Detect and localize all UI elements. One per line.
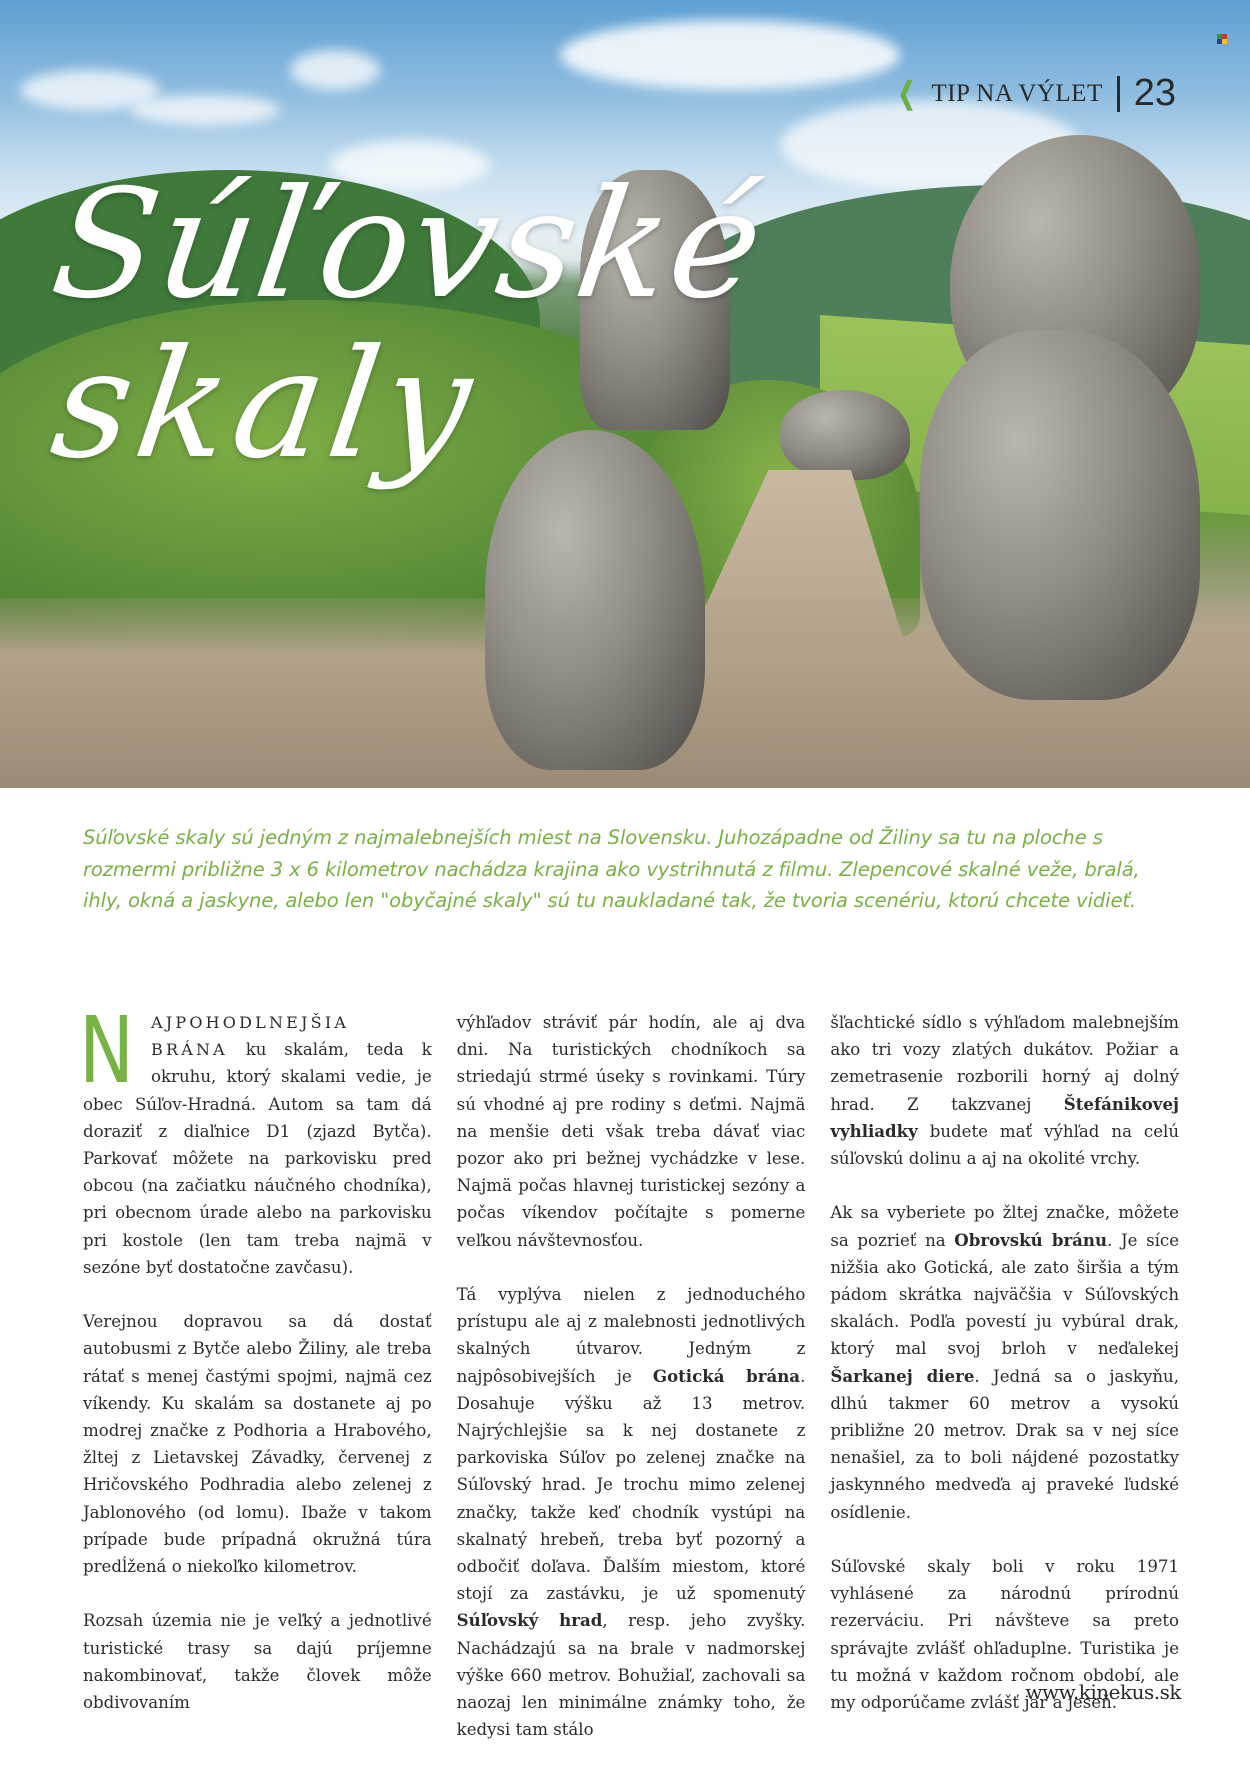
highlight-giant-gate: Obrovskú bránu: [954, 1229, 1108, 1250]
paragraph-text: budete mať výhľad na celú súľovskú dolinu a aj na okolité vrchy.: [830, 1121, 1180, 1169]
section-header: [894, 72, 1176, 115]
page-number: 23: [1133, 72, 1176, 114]
highlight-sulov-castle: Súľovský hrad: [456, 1610, 603, 1631]
highlight-dragon-cave: Šarkanej diere: [830, 1365, 975, 1386]
drop-cap: N: [79, 997, 135, 1104]
cloud: [130, 95, 280, 125]
paragraph-text: . Je síce nižšia ako Gotická, ale zato širšia a tým pádom skrátka najväčšia v Súľovských skalách. Podľa povestí ju vybúral drak, ktorý mal svoj brloh v neďalekej: [830, 1230, 1180, 1359]
article-body: [79, 997, 1180, 1743]
section-label: TIP NA VÝLET: [931, 79, 1103, 107]
paragraph-text: Tá vyplýva nielen z jednoduchého prístupu ale aj z malebnosti jednotlivých skalných útvarov. Jedným z najpôsobivejších je: [456, 1285, 806, 1386]
highlight-gothic-gate: Gotická brána: [652, 1365, 801, 1386]
rock-pillar-bottom: [920, 330, 1200, 700]
paragraph: Rozsah územia nie je veľký a jednotlivé turistické trasy sa dajú príjemne nakombinovať, takže človek môže obdivovaním: [83, 1611, 432, 1713]
title-line-2: skaly: [42, 318, 488, 492]
paragraph: [830, 1009, 1179, 1172]
paragraph-text: . Jedná sa o jaskyňu, dlhú takmer 60 metrov a vysokú približne 20 metrov. Drak sa v nej síce nenašiel, za to boli nájdené pozostatky jaskynného medveďa aj praveké ľudské osídlenie.: [830, 1366, 1180, 1522]
print-color-mark: [1217, 34, 1227, 44]
paragraph-text: Ak sa vyberiete po žltej značke, môžete sa pozrieť na: [830, 1203, 1180, 1250]
footer-website-link[interactable]: www.kinekus.sk: [1025, 1680, 1181, 1704]
paragraph: [830, 1199, 1179, 1525]
paragraph: Verejnou dopravou sa dá dostať autobusmi z Bytče alebo Žiliny, ale treba rátať s menej častými spojmi, najmä cez víkendy. Ku skalám sa dostanete aj po modrej značke z Podhoria a Hrabového, žltej z Lietavskej Závadky, červenej z Hričovského Podhradia alebo zelenej z Jablonového (od lomu). Ibaže v takom prípade bude prípadná okružná túra predĺžená o niekoľko kilometrov.: [83, 1312, 432, 1577]
paragraph-text: šľachtické sídlo s výhľadom malebnejším ako tri vozy zlatých dukátov. Požiar a zemetrasenie rozborili horný aj dolný hrad. Z takzvanej: [830, 1013, 1180, 1114]
column-3: [830, 1009, 1179, 1743]
column-1: [79, 997, 432, 1743]
paragraph: výhľadov stráviť pár hodín, ale aj dva dni. Na turistických chodníkoch sa striedajú strmé úseky s rovinkami. Túry sú vhodné aj pre rodiny s deťmi. Najmä na menšie deti však treba dávať viac pozor ako pri bežnej vychádzke v lese. Najmä počas hlavnej turistickej sezóny a počas víkendov počítajte s pomerne veľkou návštevnosťou.: [456, 1013, 806, 1250]
paragraph: Súľovské skaly boli v roku 1971 vyhlásené za národnú prírodnú rezerváciu. Pri návšteve sa preto správajte zvlášť ohľaduplne. Turistika je tu možná v každom ročnom období, ale my odporúčame zvlášť jar a jeseň.: [830, 1557, 1180, 1713]
paragraph-text: . Dosahuje výšku až 13 metrov. Najrýchlejšie sa k nej dostanete z parkoviska Súľov po zelenej značke na Súľovský hrad. Je trochu mimo zelenej značky, takže keď chodník vystúpi na skalnatý hrebeň, treba byť pozorný a odbočiť doľava. Ďalším miestom, ktoré stojí za zastávku, je už spomenutý: [456, 1366, 806, 1604]
title-line-1: Súľovské: [42, 158, 775, 332]
lead-paragraph: Súľovské skaly sú jedným z najmalebnejších miest na Slovensku. Juhozápadne od Žiliny sa tu na ploche s rozmermi približne 3 x 6 kilometrov nachádza krajina ako vystrihnutá z filmu. Zlepencové skalné veže, bralá, ihly, okná a jaskyne, alebo len "obyčajné skaly" sú tu naukladané tak, že tvoria scenériu, ktorú chcete vidieť.: [83, 826, 1140, 912]
chevron-left-icon: ❮: [898, 75, 916, 111]
cloud: [560, 20, 900, 90]
paragraph-text: , resp. jeho zvyšky. Nachádzajú sa na brale v nadmorskej výške 660 metrov. Bohužiaľ, zachovali sa naozaj len minimálne známky toho, že kedysi tam stálo: [456, 1611, 806, 1740]
column-2: [457, 1009, 806, 1743]
hero-photo: [0, 0, 1250, 788]
page-title: [42, 158, 775, 492]
paragraph: [457, 1281, 806, 1743]
lead-in-caps: AJPOHODLNEJŠIA BRÁNA: [151, 1013, 350, 1060]
paragraph-text: ku skalám, teda k okruhu, ktorý skalami vedie, je obec Súľov-Hradná. Autom sa tam dá doraziť z diaľnice D1 (zjazd Bytča). Parkovať môžete na parkovisku pred obcou (na začiatku náučného chodníka), pri obecnom úrade alebo na parkovisku pri kostole (len tam treba najmä v sezóne byť dostatočne zavčasu).: [83, 1040, 432, 1277]
cloud: [290, 50, 380, 90]
color-swatch: [1222, 39, 1227, 44]
paragraph: [79, 997, 432, 1281]
highlight-stefanik-viewpoint: Štefánikovej vyhliadky: [830, 1093, 1180, 1141]
rock: [780, 390, 910, 480]
header-divider: [1117, 76, 1120, 112]
